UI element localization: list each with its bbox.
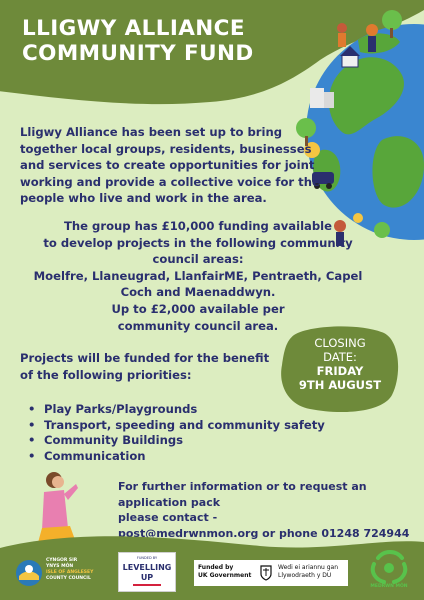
contact-line-3[interactable]: post@medrwnmon.org or phone 01248 724944 (118, 526, 410, 540)
closing-date-badge (280, 325, 400, 413)
closing-line-2: DATE: (323, 350, 357, 364)
priorities-intro-line-1: Projects will be funded for the benefit (20, 351, 270, 365)
council-name-line-4: COUNTY COUNCIL (46, 576, 91, 581)
gov-en-line-2: UK Government (198, 572, 252, 579)
medrwn-text: MEDRWN (370, 584, 394, 589)
funding-line: The group has £10,000 funding available (63, 219, 332, 233)
closing-date-label (280, 336, 400, 364)
levelling-up-stripe (133, 584, 161, 586)
medrwn-mon-logo (366, 550, 412, 594)
levelling-up-text-2: UP (140, 573, 154, 582)
list-item: • Communication (28, 449, 325, 465)
gov-en-line-1: Funded by (198, 564, 234, 571)
funding-line: Moelfre, Llaneugrad, LlanfairME, Pentraeth, Capel (33, 268, 363, 283)
closing-date-value (280, 364, 400, 392)
contact-line-2: please contact - (118, 511, 218, 524)
funding-line: to develop projects in the following community (43, 235, 353, 250)
closing-line-3: FRIDAY (316, 364, 364, 378)
page-title (22, 16, 292, 66)
intro-paragraph: Lligwy Alliance has been set up to bring together local groups, residents, businesses and services to create opportunities for joint working and provide a collective voice for the people who live and work in the area. (20, 125, 320, 206)
contact-line-1: For further information or to request an application pack (118, 480, 367, 509)
closing-line-1: CLOSING (314, 336, 366, 350)
priorities-intro (20, 350, 270, 383)
gov-cy-line-2: Llywodraeth y DU (278, 572, 332, 579)
levelling-up-text-1: LEVELLING (122, 563, 172, 572)
royal-arms-icon (258, 564, 274, 582)
list-item: • Play Parks/Playgrounds (28, 402, 325, 418)
uk-government-logo (194, 560, 348, 586)
title-line-1: LLIGWY ALLIANCE (22, 16, 245, 41)
list-item: • Transport, speeding and community safety (28, 418, 325, 434)
gov-cy-line-1: Wedi ei ariannu gan (278, 564, 339, 571)
council-logo (14, 556, 110, 590)
council-name-line-1: CYNGOR SIR (46, 558, 78, 563)
mon-text: MÔN (395, 584, 408, 589)
levelling-up-logo (118, 552, 176, 592)
funding-line: Up to £2,000 available per (111, 301, 285, 316)
closing-line-4: 9TH AUGUST (298, 378, 382, 392)
council-name-line-3: ISLE OF ANGLESEY (46, 570, 94, 575)
funding-details (22, 218, 374, 334)
funding-line: community council area. (117, 318, 279, 333)
priorities-intro-line-2: of the following priorities: (20, 367, 192, 382)
priorities-list (28, 402, 325, 464)
title-line-2: COMMUNITY FUND (22, 41, 254, 66)
council-emblem-icon (14, 558, 44, 588)
funding-line: council areas: (152, 252, 244, 267)
funding-line: Coch and Maenaddwyn. (120, 285, 276, 300)
list-item: • Community Buildings (28, 433, 325, 449)
levelling-up-funded-by: FUNDED BY (136, 556, 158, 560)
medrwn-mon-emblem-icon (370, 550, 408, 584)
council-name-line-2: YNYS MÔN (46, 564, 74, 569)
